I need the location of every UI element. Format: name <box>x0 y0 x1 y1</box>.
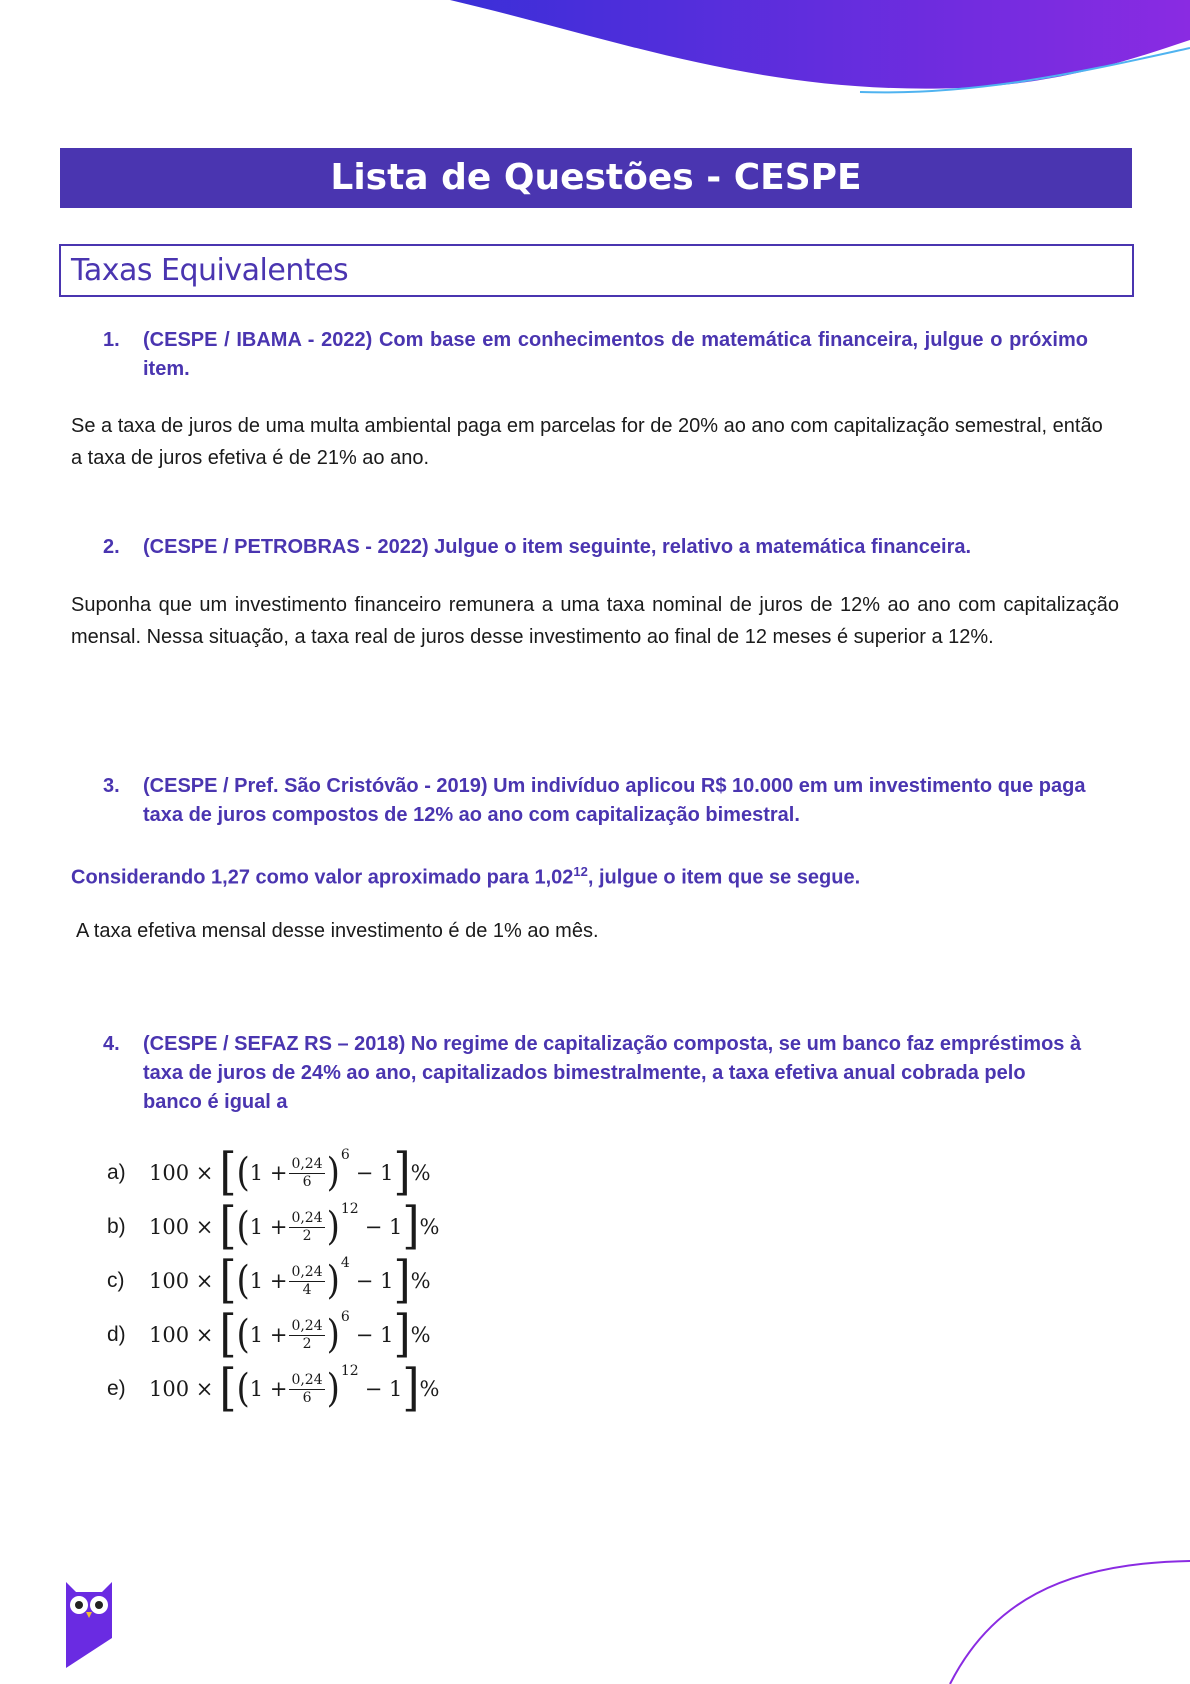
consider-prefix: Considerando 1,27 como valor aproximado para 1,02 <box>71 866 574 889</box>
right-bracket: ] <box>393 1251 411 1310</box>
right-paren: ) <box>326 1150 340 1196</box>
fraction-numerator: 0,24 <box>291 1317 323 1334</box>
question-1-statement: Se a taxa de juros de uma multa ambiental paga em parcelas for de 20% ao ano com capitalização semestral, então a taxa de juros efetiva é de 21% ao ano. <box>71 415 1103 469</box>
fraction <box>289 1210 324 1245</box>
formula-minus: − 1 <box>355 1323 394 1347</box>
option-formula <box>149 1251 431 1310</box>
left-paren: ( <box>236 1312 250 1358</box>
formula-exponent: 12 <box>340 1201 359 1217</box>
left-bracket: [ <box>219 1143 237 1202</box>
formula-prefix: 100 × <box>149 1269 214 1293</box>
consider-suffix: , julgue o item que se segue. <box>587 866 861 889</box>
formula-percent: % <box>410 1269 431 1293</box>
left-bracket: [ <box>219 1305 237 1364</box>
consider-exponent: 12 <box>573 864 588 879</box>
question-1-heading <box>103 326 1088 384</box>
answer-option <box>107 1143 431 1202</box>
formula-one: 1 + <box>249 1161 288 1185</box>
fraction-numerator: 0,24 <box>291 1209 323 1226</box>
option-letter: a) <box>107 1161 126 1184</box>
option-letter: e) <box>107 1377 126 1400</box>
option-formula <box>149 1143 431 1202</box>
footer-curve-decoration <box>930 1545 1190 1684</box>
fraction <box>289 1318 324 1353</box>
formula-minus: − 1 <box>355 1269 394 1293</box>
right-paren: ) <box>326 1258 340 1304</box>
formula-one: 1 + <box>249 1269 288 1293</box>
right-bracket: ] <box>402 1197 420 1256</box>
right-bracket: ] <box>402 1359 420 1418</box>
option-formula <box>149 1359 440 1418</box>
question-number: 1. <box>103 329 120 351</box>
formula-minus: − 1 <box>355 1161 394 1185</box>
formula-exponent: 4 <box>340 1255 350 1271</box>
fraction <box>289 1264 324 1299</box>
answer-option <box>107 1197 440 1256</box>
header-wave-decoration <box>0 0 1190 110</box>
fraction <box>289 1372 324 1407</box>
formula-prefix: 100 × <box>149 1215 214 1239</box>
answer-option <box>107 1359 440 1418</box>
option-letter: b) <box>107 1215 126 1238</box>
left-paren: ( <box>236 1150 250 1196</box>
formula-exponent: 12 <box>340 1363 359 1379</box>
left-paren: ( <box>236 1258 250 1304</box>
formula-minus: − 1 <box>364 1215 403 1239</box>
left-bracket: [ <box>219 1359 237 1418</box>
formula-prefix: 100 × <box>149 1323 214 1347</box>
right-paren: ) <box>326 1204 340 1250</box>
question-3-consideration <box>71 856 1119 894</box>
fraction-denominator: 4 <box>302 1281 312 1298</box>
question-number: 4. <box>103 1033 120 1055</box>
left-bracket: [ <box>219 1251 237 1310</box>
formula-one: 1 + <box>249 1215 288 1239</box>
fraction-denominator: 2 <box>302 1335 312 1352</box>
question-2-heading <box>103 533 1088 562</box>
question-heading-text: (CESPE / Pref. São Cristóvão - 2019) Um indivíduo aplicou R$ 10.000 em um investimento que paga taxa de juros compostos de 12% ao ano com capitalização bimestral. <box>143 775 1086 826</box>
answer-option <box>107 1251 431 1310</box>
question-heading-text: (CESPE / SEFAZ RS – 2018) No regime de capitalização composta, se um banco faz empréstimos à taxa de juros de 24% ao ano, capitalizados bimestralmente, a taxa efetiva anual cobrada pelo banco é igual a <box>143 1033 1082 1113</box>
fraction-denominator: 6 <box>302 1173 312 1190</box>
right-paren: ) <box>326 1312 340 1358</box>
option-formula <box>149 1305 431 1364</box>
formula-prefix: 100 × <box>149 1161 214 1185</box>
option-formula <box>149 1197 440 1256</box>
option-letter: d) <box>107 1323 126 1346</box>
page-title <box>60 148 1132 208</box>
question-heading-text: (CESPE / IBAMA - 2022) Com base em conhecimentos de matemática financeira, julgue o próximo item. <box>143 329 1088 380</box>
left-bracket: [ <box>219 1197 237 1256</box>
question-3-statement: A taxa efetiva mensal desse investimento é de 1% ao mês. <box>76 920 599 942</box>
formula-exponent: 6 <box>340 1309 350 1325</box>
question-2-statement: Suponha que um investimento financeiro remunera a uma taxa nominal de juros de 12% ao ano com capitalização mensal. Nessa situação, a taxa real de juros desse investimento ao final de 12 meses é superior a 12%. <box>71 594 1119 648</box>
question-number: 3. <box>103 775 120 797</box>
left-paren: ( <box>236 1366 250 1412</box>
section-heading <box>59 244 1134 297</box>
right-bracket: ] <box>393 1305 411 1364</box>
question-number: 2. <box>103 536 120 558</box>
question-3-heading <box>103 772 1088 830</box>
formula-percent: % <box>419 1215 440 1239</box>
fraction <box>289 1156 324 1191</box>
fraction-denominator: 6 <box>302 1389 312 1406</box>
fraction-denominator: 2 <box>302 1227 312 1244</box>
question-heading-text: (CESPE / PETROBRAS - 2022) Julgue o item seguinte, relativo a matemática financeira. <box>143 536 972 558</box>
fraction-numerator: 0,24 <box>291 1371 323 1388</box>
formula-one: 1 + <box>249 1377 288 1401</box>
formula-one: 1 + <box>249 1323 288 1347</box>
right-paren: ) <box>326 1366 340 1412</box>
formula-exponent: 6 <box>340 1147 350 1163</box>
question-4-heading <box>103 1030 1088 1117</box>
section-title: Taxas Equivalentes <box>71 253 349 288</box>
owl-logo-icon <box>62 1578 116 1668</box>
right-bracket: ] <box>393 1143 411 1202</box>
fraction-numerator: 0,24 <box>291 1263 323 1280</box>
option-letter: c) <box>107 1269 125 1292</box>
formula-prefix: 100 × <box>149 1377 214 1401</box>
formula-minus: − 1 <box>364 1377 403 1401</box>
left-paren: ( <box>236 1204 250 1250</box>
page-title-text: Lista de Questões - CESPE <box>330 157 862 198</box>
answer-option <box>107 1305 431 1364</box>
formula-percent: % <box>419 1377 440 1401</box>
formula-percent: % <box>410 1161 431 1185</box>
formula-percent: % <box>410 1323 431 1347</box>
fraction-numerator: 0,24 <box>291 1155 323 1172</box>
